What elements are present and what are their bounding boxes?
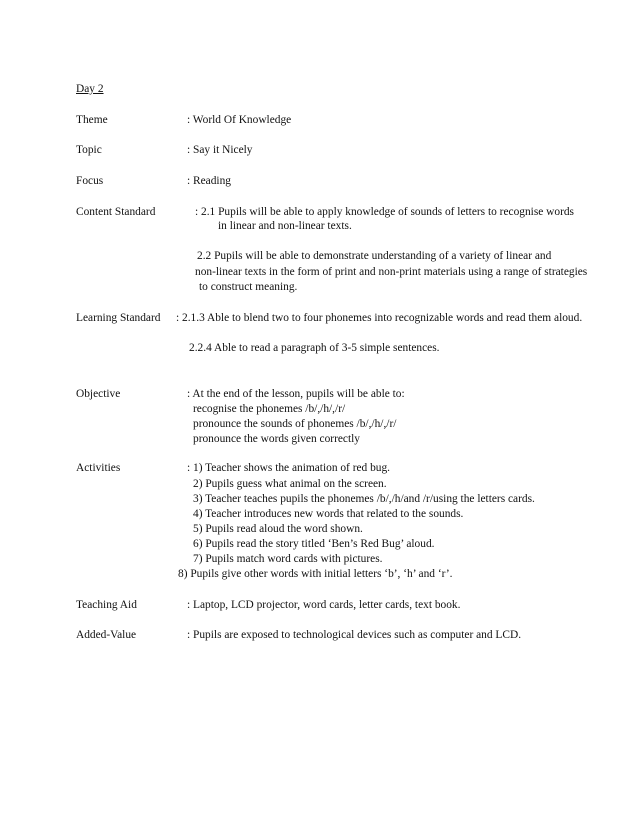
learning-standard-line: : 2.1.3 Able to blend two to four phonemes into recognizable words and read them aloud.	[176, 312, 583, 324]
teaching-aid-label: Teaching Aid	[76, 599, 137, 611]
learning-standard-line: 2.2.4 Able to read a paragraph of 3-5 simple sentences.	[189, 342, 440, 354]
content-standard-line: : 2.1 Pupils will be able to apply knowledge of sounds of letters to recognise words	[195, 206, 574, 218]
topic-label: Topic	[76, 144, 102, 156]
day-heading: Day 2	[76, 83, 104, 95]
objective-line: : At the end of the lesson, pupils will be able to:	[187, 388, 405, 400]
focus-label: Focus	[76, 175, 104, 187]
teaching-aid-value: : Laptop, LCD projector, word cards, letter cards, text book.	[187, 599, 461, 611]
activity-item: : 1) Teacher shows the animation of red bug.	[187, 462, 391, 474]
activity-item: 7) Pupils match word cards with pictures.	[193, 553, 383, 565]
activity-item: 2) Pupils guess what animal on the screen.	[193, 478, 387, 490]
topic-value: : Say it Nicely	[187, 144, 253, 156]
added-value-label: Added-Value	[76, 629, 137, 641]
theme-value: : World Of Knowledge	[187, 114, 292, 126]
objective-line: recognise the phonemes /b/,/h/,/r/	[193, 403, 346, 415]
theme-label: Theme	[76, 114, 108, 126]
content-standard-line: in linear and non-linear texts.	[218, 220, 352, 232]
activity-item: 4) Teacher introduces new words that related to the sounds.	[193, 508, 464, 520]
activity-item: 8) Pupils give other words with initial letters ‘b’, ‘h’ and ‘r’.	[178, 568, 453, 580]
activity-item: 5) Pupils read aloud the word shown.	[193, 523, 363, 535]
objective-line: pronounce the words given correctly	[193, 433, 361, 445]
learning-standard-label: Learning Standard	[76, 312, 161, 324]
activities-label: Activities	[76, 462, 121, 474]
content-standard-label: Content Standard	[76, 206, 156, 218]
activity-item: 6) Pupils read the story titled ‘Ben’s Red Bug’ aloud.	[193, 538, 435, 550]
content-standard-line: 2.2 Pupils will be able to demonstrate understanding of a variety of linear and	[197, 250, 552, 262]
content-standard-line: non-linear texts in the form of print and non-print materials using a range of strategies	[195, 266, 588, 278]
added-value-value: : Pupils are exposed to technological devices such as computer and LCD.	[187, 629, 522, 641]
objective-line: pronounce the sounds of phonemes /b/,/h/,/r/	[193, 418, 397, 430]
content-standard-line: to construct meaning.	[199, 281, 298, 293]
focus-value: : Reading	[187, 175, 231, 187]
activity-item: 3) Teacher teaches pupils the phonemes /b/,/h/and /r/using the letters cards.	[193, 493, 535, 505]
objective-label: Objective	[76, 388, 121, 400]
